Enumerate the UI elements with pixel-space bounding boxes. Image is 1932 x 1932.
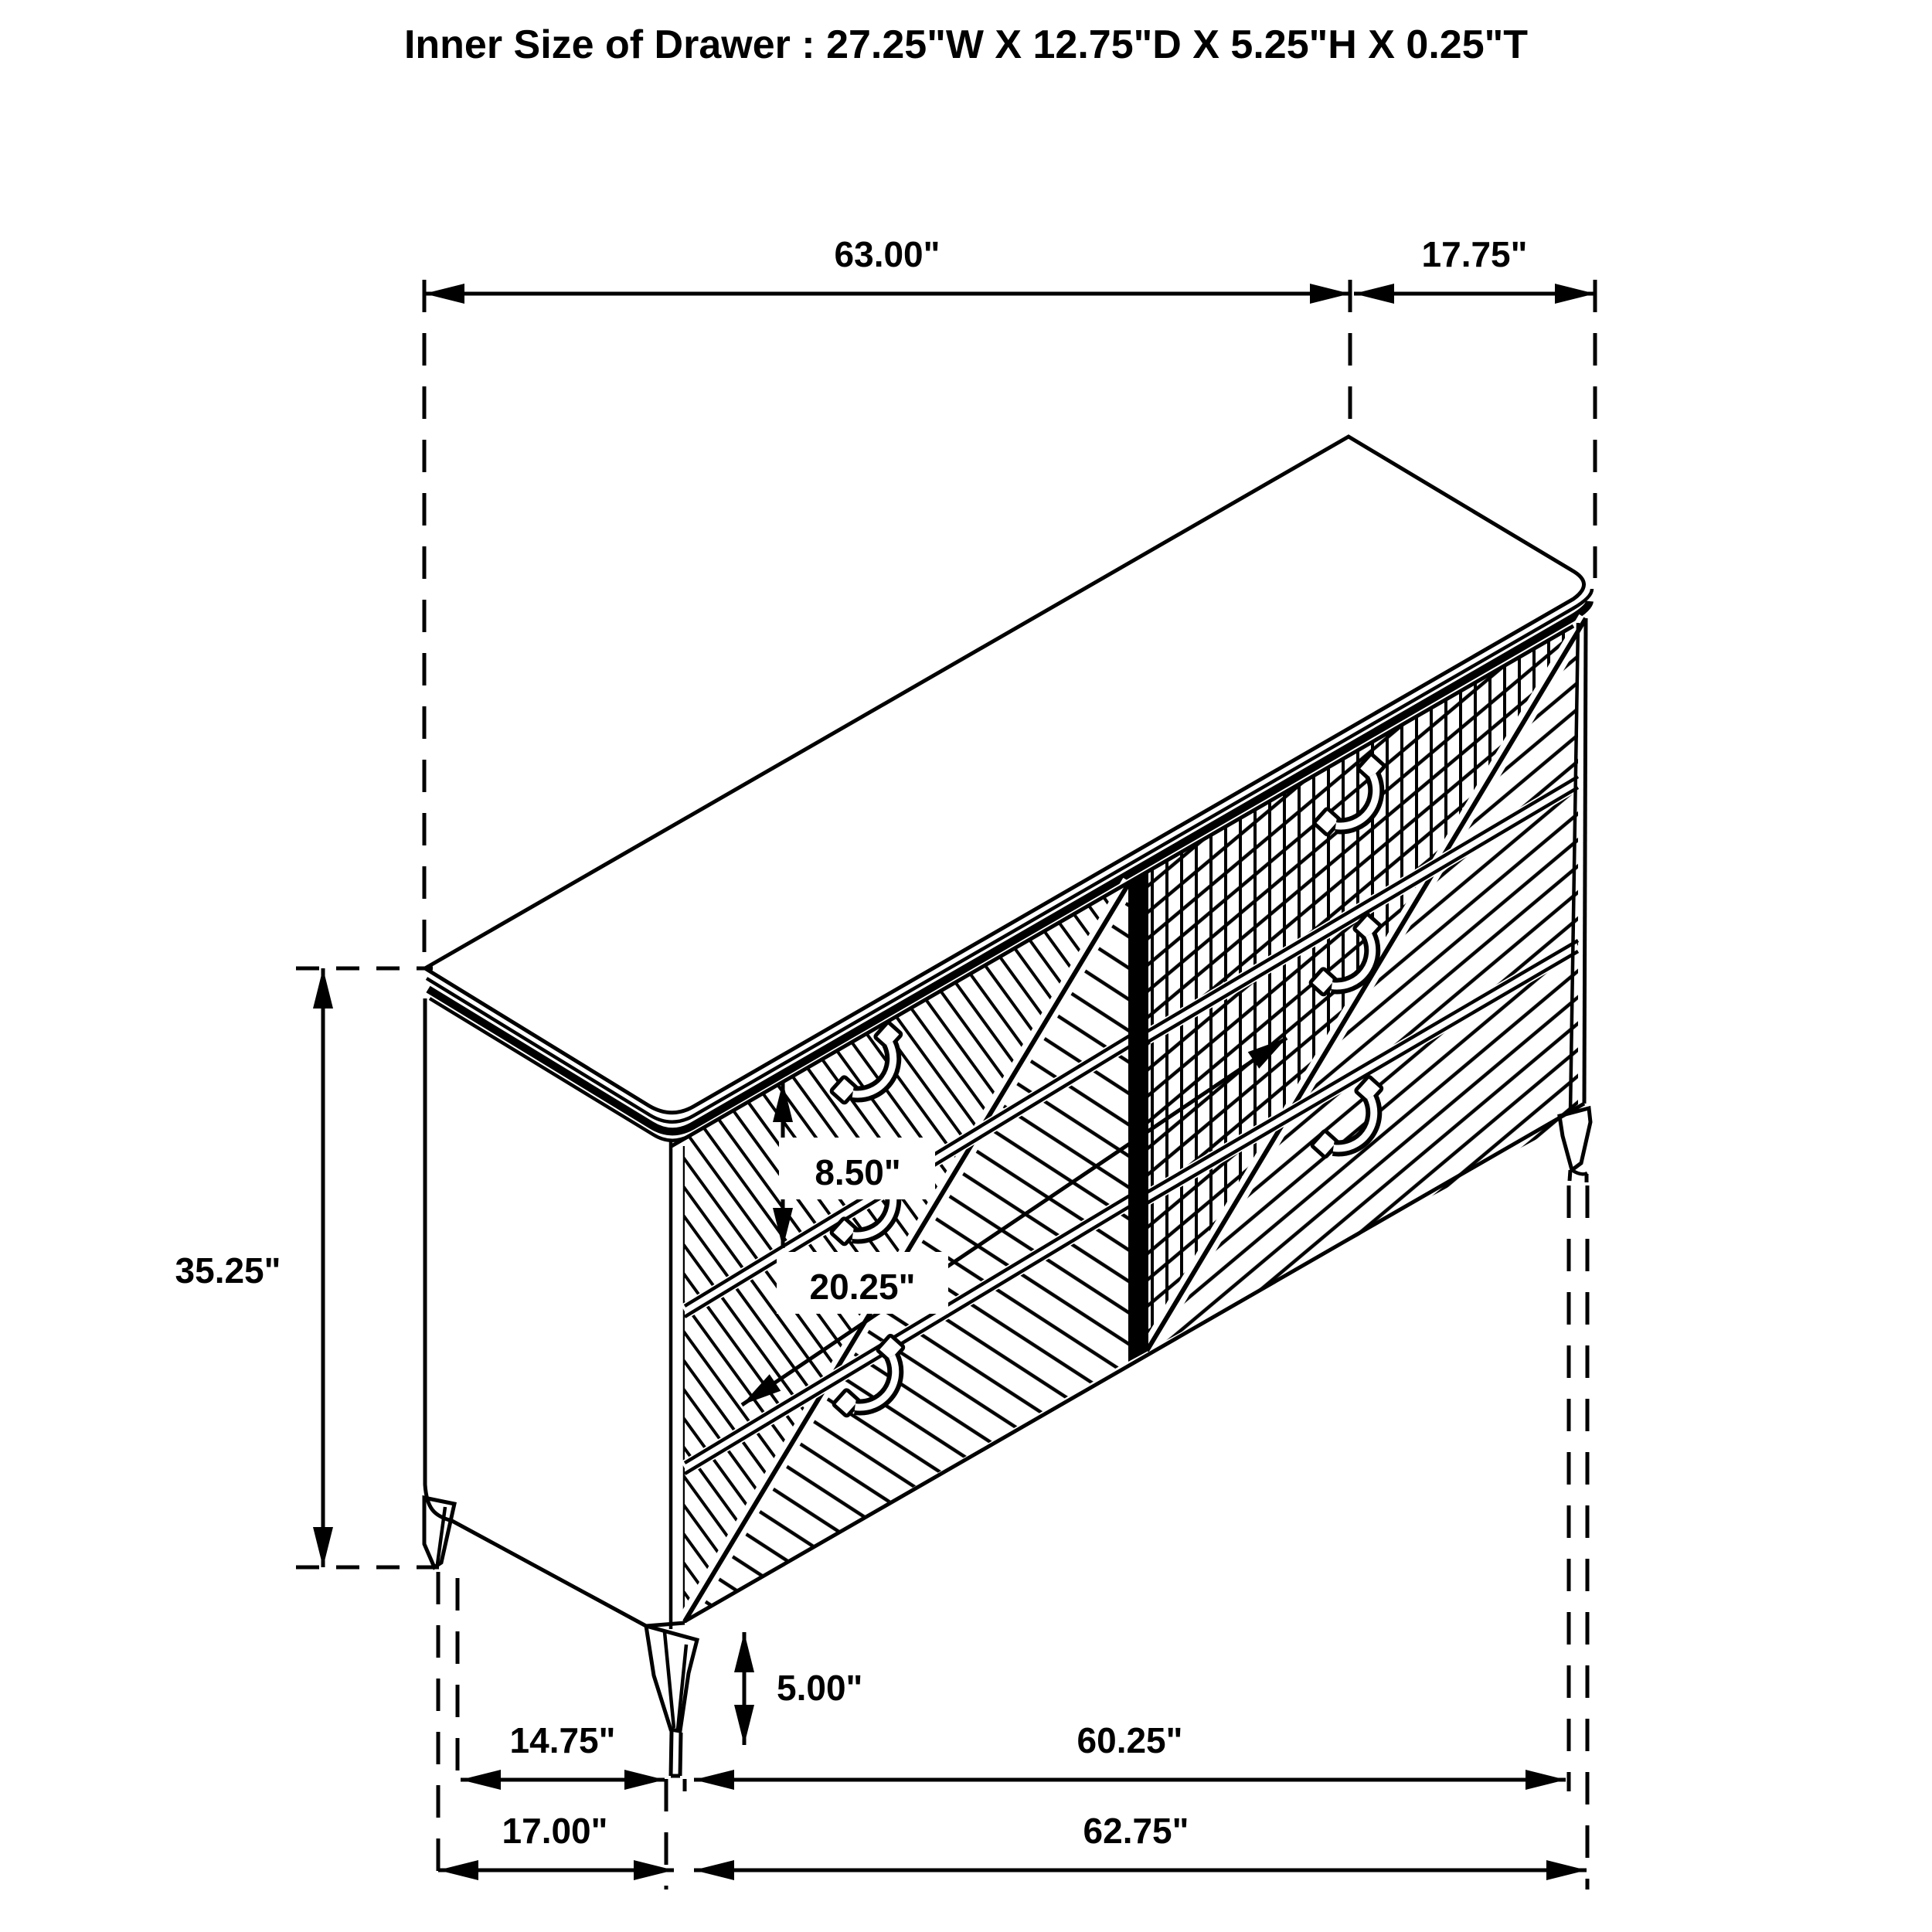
dim-top-width-label: 63.00" bbox=[834, 234, 940, 274]
dim-top-width bbox=[424, 234, 1350, 304]
dim-bottom-left-outer bbox=[438, 1811, 674, 1880]
dim-bottom-left-outer-label: 17.00" bbox=[502, 1811, 608, 1851]
dresser-drawing bbox=[424, 437, 1592, 1776]
dim-bottom-right-inner bbox=[694, 1720, 1566, 1790]
dim-bottom-left-inner-label: 14.75" bbox=[509, 1720, 616, 1760]
center-divider bbox=[1128, 871, 1148, 1362]
dim-drawer-depth-label: 20.25" bbox=[809, 1267, 916, 1307]
dresser-left-side-panel bbox=[425, 998, 685, 1629]
dim-top-depth-label: 17.75" bbox=[1421, 234, 1528, 274]
dim-height-label: 35.25" bbox=[175, 1250, 281, 1291]
dim-bottom-right-inner-label: 60.25" bbox=[1077, 1720, 1183, 1760]
dim-top-depth bbox=[1354, 234, 1595, 304]
drawing-title: Inner Size of Drawer : 27.25"W X 12.75"D X 5.25"H X 0.25"T bbox=[403, 22, 1529, 67]
dim-bottom-right-outer-label: 62.75" bbox=[1083, 1811, 1189, 1851]
dim-bottom-right-outer bbox=[694, 1811, 1587, 1880]
dim-bottom-left-inner bbox=[461, 1720, 665, 1790]
dim-leg-height bbox=[734, 1632, 862, 1745]
dim-leg-height-label: 5.00" bbox=[777, 1668, 863, 1708]
dim-height bbox=[139, 968, 439, 1567]
dim-drawer-height-label: 8.50" bbox=[815, 1152, 901, 1192]
